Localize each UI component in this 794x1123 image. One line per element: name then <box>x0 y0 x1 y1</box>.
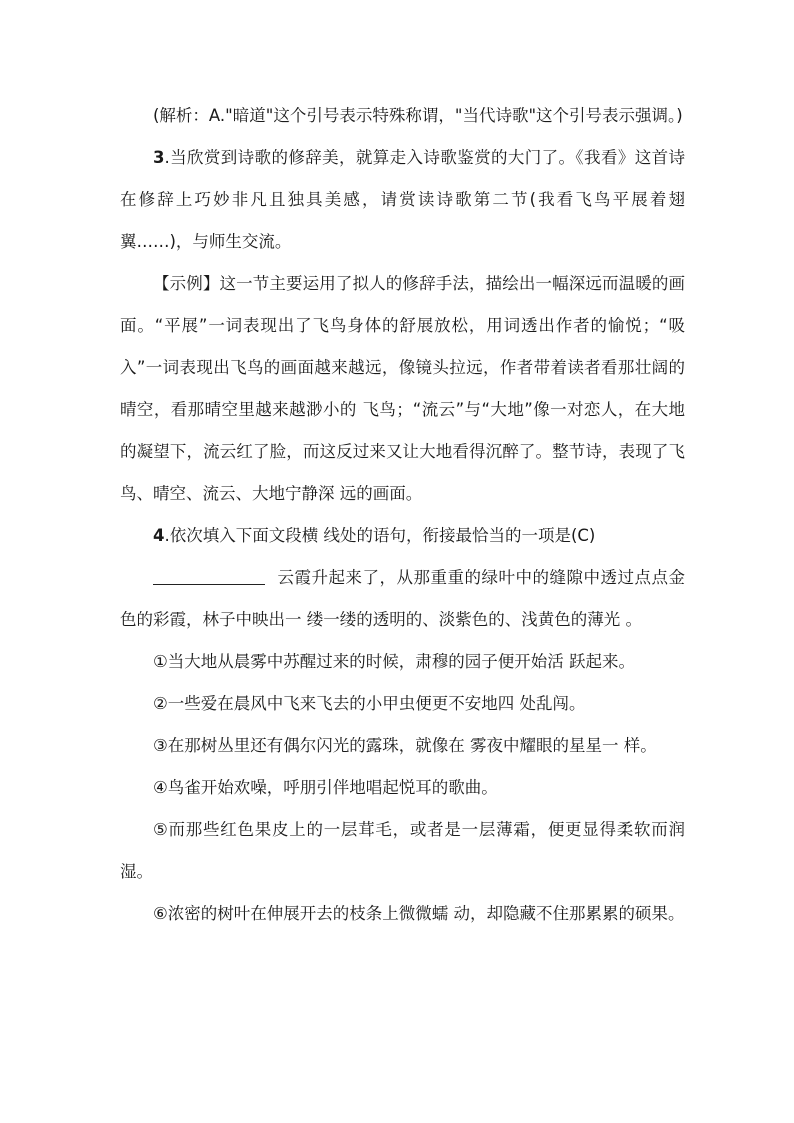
question-3-text: .当欣赏到诗歌的修辞美，就算走入诗歌鉴赏的大门了。《我看》这首诗在修辞上巧妙非凡且独具美感，请赏读诗歌第二节(我看飞鸟平展着翅翼……)，与师生交流。 <box>120 148 685 251</box>
document-body <box>120 95 685 935</box>
option-3: ③在那树丛里还有偶尔闪光的露珠，就像在 雾夜中耀眼的星星一 样。 <box>153 736 657 755</box>
question-4-passage-text: 云霞升起来了，从那重重的绿叶中的缝隙中透过点点金色的彩霞，林子中映出一 缕一缕的透明的、淡紫色的、浅黄色的薄光 。 <box>120 568 685 629</box>
option-6: ⑥浓密的树叶在伸展开去的枝条上微微蠕 动，却隐藏不住那累累的硕果。 <box>153 904 685 923</box>
analysis-paragraph: (解析：A."暗道"这个引号表示特殊称谓，"当代诗歌"这个引号表示强调。) <box>153 106 683 125</box>
question-4 <box>120 515 685 557</box>
question-4-text: .依次填入下面文段横 线处的语句，衔接最恰当的一项是(C) <box>164 526 596 545</box>
option-5: ⑤而那些红色果皮上的一层茸毛，或者是一层薄霜，便更显得柔软而润湿。 <box>120 820 685 881</box>
option-4: ④鸟雀开始欢噪，呼朋引伴地唱起悦耳的歌曲。 <box>153 778 498 797</box>
fill-blank-line <box>153 564 265 585</box>
question-4-number: 4 <box>153 526 165 545</box>
question-3-number: 3 <box>153 148 165 167</box>
question-3 <box>120 137 685 263</box>
option-1: ①当大地从晨雾中苏醒过来的时候，肃穆的园子便开始活 跃起来。 <box>153 652 636 671</box>
question-4-passage <box>120 557 685 641</box>
example-answer: 【示例】这一节主要运用了拟人的修辞手法，描绘出一幅深远而温暖的画面。“平展”一词表现出了飞鸟身体的舒展放松，用词透出作者的愉悦；“吸入”一词表现出飞鸟的画面越来越远，像镜头拉远，作者带着读者看那壮阔的晴空，看那晴空里越来越渺小的 飞鸟；“流云”与“大地”像一对恋人，在大地的凝望下，流云红了脸，而这反过来又让大地看得沉醉了。整节诗，表现了飞鸟、晴空、流云、大地宁静深 远的画面。 <box>120 274 685 503</box>
option-2: ②一些爱在晨风中飞来飞去的小甲虫便更不安地四 处乱闯。 <box>153 694 586 713</box>
